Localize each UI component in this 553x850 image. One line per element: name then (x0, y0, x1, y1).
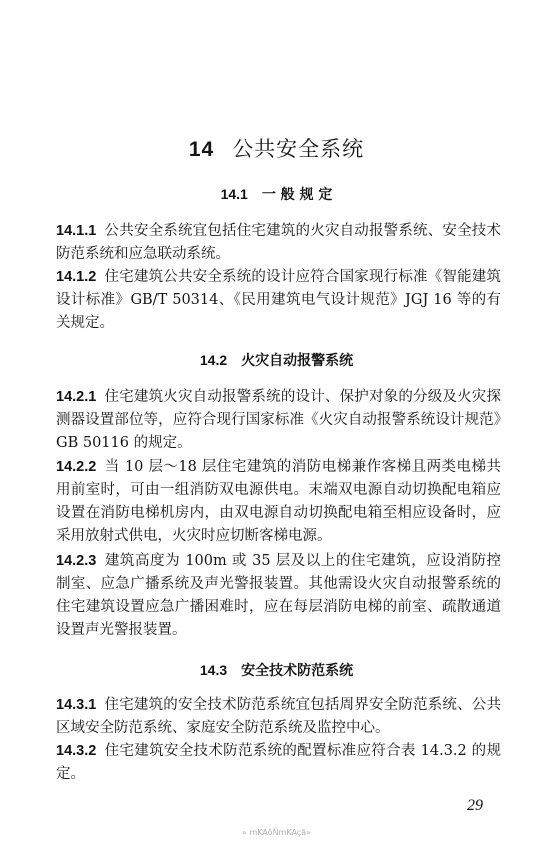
clause-number: 14.2.3 (56, 553, 97, 569)
clause-text: 住宅建筑火灾自动报警系统的设计、保护对象的分级及火灾探测器设置部位等，应符合现行国家标准《火灾自动报警系统设计规范》GB 50116 的规定。 (56, 389, 501, 451)
clause-number: 14.1.2 (56, 269, 97, 285)
clause-number: 14.2.2 (56, 459, 97, 475)
clause-text: 公共安全系统宜包括住宅建筑的火灾自动报警系统、安全技术防范系统和应急联动系统。 (56, 223, 501, 262)
clause-number: 14.3.2 (56, 743, 97, 759)
clause-number: 14.2.1 (56, 389, 97, 405)
clause-number: 14.1.1 (56, 223, 97, 239)
clause-paragraph (56, 456, 501, 548)
clause-paragraph (56, 386, 501, 455)
footer-watermark: » mKAôÑmKAçã» (242, 828, 311, 837)
clause-paragraph (56, 550, 501, 642)
section-title-text: 火灾自动报警系统 (241, 353, 354, 369)
clause-paragraph (56, 266, 501, 335)
clause-text: 住宅建筑安全技术防范系统的配置标准应符合表 14.3.2 的规定。 (56, 743, 501, 782)
section-heading (0, 660, 553, 680)
chapter-title (0, 133, 553, 163)
clause-paragraph (56, 740, 501, 786)
section-heading (0, 350, 553, 370)
section-title-text: 安全技术防范系统 (241, 663, 354, 679)
clause-paragraph (56, 220, 501, 266)
section-title-text: 一 般 规 定 (261, 187, 333, 203)
clause-text: 住宅建筑公共安全系统的设计应符合国家现行标准《智能建筑设计标准》GB/T 50314、《民用建筑电气设计规范》JGJ 16 等的有关规定。 (56, 269, 501, 331)
clause-text: 建筑高度为 100m 或 35 层及以上的住宅建筑，应设消防控制室、应急广播系统及声光警报装置。其他需设火灾自动报警系统的住宅建筑设置应急广播困难时，应在每层消防电梯的前室、疏散通道设置声光警报装置。 (56, 553, 501, 638)
section-number: 14.3 (199, 662, 228, 678)
clause-paragraph (56, 694, 501, 740)
chapter-number: 14 (188, 138, 215, 161)
clause-text: 住宅建筑的安全技术防范系统宜包括周界安全防范系统、公共区域安全防范系统、家庭安全防范系统及监控中心。 (56, 697, 501, 736)
section-number: 14.2 (199, 352, 228, 368)
chapter-title-text: 公共安全系统 (232, 137, 365, 161)
section-number: 14.1 (220, 186, 248, 202)
page-number: 29 (467, 797, 483, 814)
clause-number: 14.3.1 (56, 697, 97, 713)
clause-text: 当 10 层～18 层住宅建筑的消防电梯兼作客梯且两类电梯共用前室时，可由一组消防双电源供电。末端双电源自动切换配电箱应设置在消防电梯机房内，由双电源自动切换配电箱至相应设备时，应采用放射式供电，火灾时应切断客梯电源。 (56, 459, 501, 544)
section-heading (0, 184, 553, 204)
